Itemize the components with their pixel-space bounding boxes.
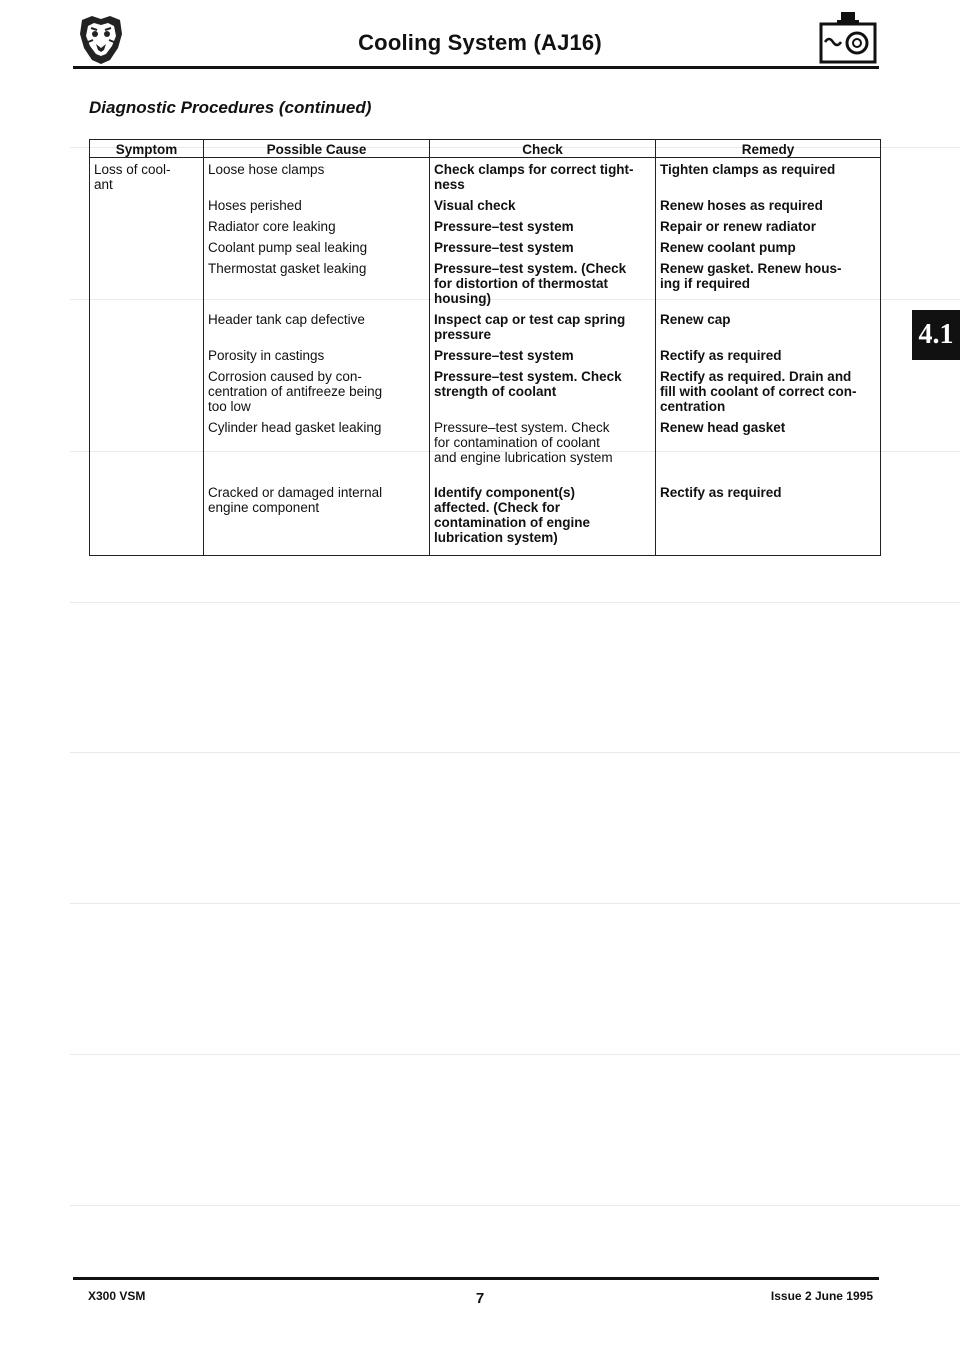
symptom-cell: Loss of cool- ant <box>94 162 171 192</box>
check-cell: Pressure–test system <box>434 348 574 363</box>
table-row <box>90 363 881 414</box>
cause-cell: Corrosion caused by con- centration of antifreeze being too low <box>208 369 383 414</box>
page-title: Cooling System (AJ16) <box>358 30 602 55</box>
check-cell: Pressure–test system <box>434 240 574 255</box>
check-cell: Pressure–test system. (Check for distortion of thermostat housing) <box>434 261 627 306</box>
page-guide-line <box>70 1054 960 1055</box>
cause-cell: Header tank cap defective <box>208 312 365 327</box>
check-cell: Inspect cap or test cap spring pressure <box>434 312 626 342</box>
check-cell: Check clamps for correct tight- ness <box>434 162 634 192</box>
cause-cell: Porosity in castings <box>208 348 325 363</box>
remedy-cell: Renew head gasket <box>660 420 786 435</box>
cause-cell: Cylinder head gasket leaking <box>208 420 382 435</box>
page-guide-line <box>70 1205 960 1206</box>
diagnostic-table <box>89 139 881 556</box>
cause-cell: Cracked or damaged internal engine component <box>208 485 383 515</box>
remedy-cell: Tighten clamps as required <box>660 162 836 177</box>
cause-cell: Thermostat gasket leaking <box>208 261 367 276</box>
check-cell: Visual check <box>434 198 516 213</box>
table-row <box>90 465 881 555</box>
remedy-cell: Rectify as required <box>660 348 782 363</box>
remedy-cell: Renew coolant pump <box>660 240 796 255</box>
table-row <box>90 158 881 193</box>
check-cell: Pressure–test system <box>434 219 574 234</box>
cause-cell: Hoses perished <box>208 198 302 213</box>
remedy-cell: Renew gasket. Renew hous- ing if required <box>660 261 842 291</box>
table-row <box>90 414 881 465</box>
table-row <box>90 213 881 234</box>
table-row <box>90 234 881 255</box>
page-guide-line <box>70 903 960 904</box>
table-header-row <box>90 140 881 158</box>
cause-cell: Coolant pump seal leaking <box>208 240 368 255</box>
header-check: Check <box>430 140 656 158</box>
header-symptom: Symptom <box>90 140 204 158</box>
footer-rule <box>73 1277 879 1280</box>
check-cell: Identify component(s) affected. (Check for contamination of engine lubrication system) <box>434 485 591 545</box>
page-guide-line <box>70 602 960 603</box>
remedy-cell: Rectify as required <box>660 485 782 500</box>
table-row <box>90 342 881 363</box>
cause-cell: Radiator core leaking <box>208 219 336 234</box>
table-row <box>90 306 881 342</box>
section-subtitle: Diagnostic Procedures (continued) <box>89 98 372 117</box>
table-row <box>90 255 881 306</box>
footer-issue-date: Issue 2 June 1995 <box>770 1289 873 1303</box>
check-cell: Pressure–test system. Check strength of coolant <box>434 369 622 399</box>
page-header <box>0 0 960 72</box>
header-remedy: Remedy <box>656 140 881 158</box>
cause-cell: Loose hose clamps <box>208 162 325 177</box>
page-guide-line <box>70 752 960 753</box>
remedy-cell: Renew cap <box>660 312 731 327</box>
header-possible-cause: Possible Cause <box>204 140 430 158</box>
page-number: 7 <box>475 1290 485 1307</box>
radiator-cap-icon <box>817 8 879 66</box>
chapter-tab: 4.1 <box>912 310 960 360</box>
header-rule <box>73 66 879 69</box>
remedy-cell: Renew hoses as required <box>660 198 823 213</box>
remedy-cell: Rectify as required. Drain and fill with coolant of correct con- centration <box>660 369 857 414</box>
remedy-cell: Repair or renew radiator <box>660 219 817 234</box>
footer-manual-code: X300 VSM <box>88 1289 146 1303</box>
check-cell: Pressure–test system. Check for contamination of coolant and engine lubrication system <box>434 420 613 465</box>
table-row <box>90 192 881 213</box>
